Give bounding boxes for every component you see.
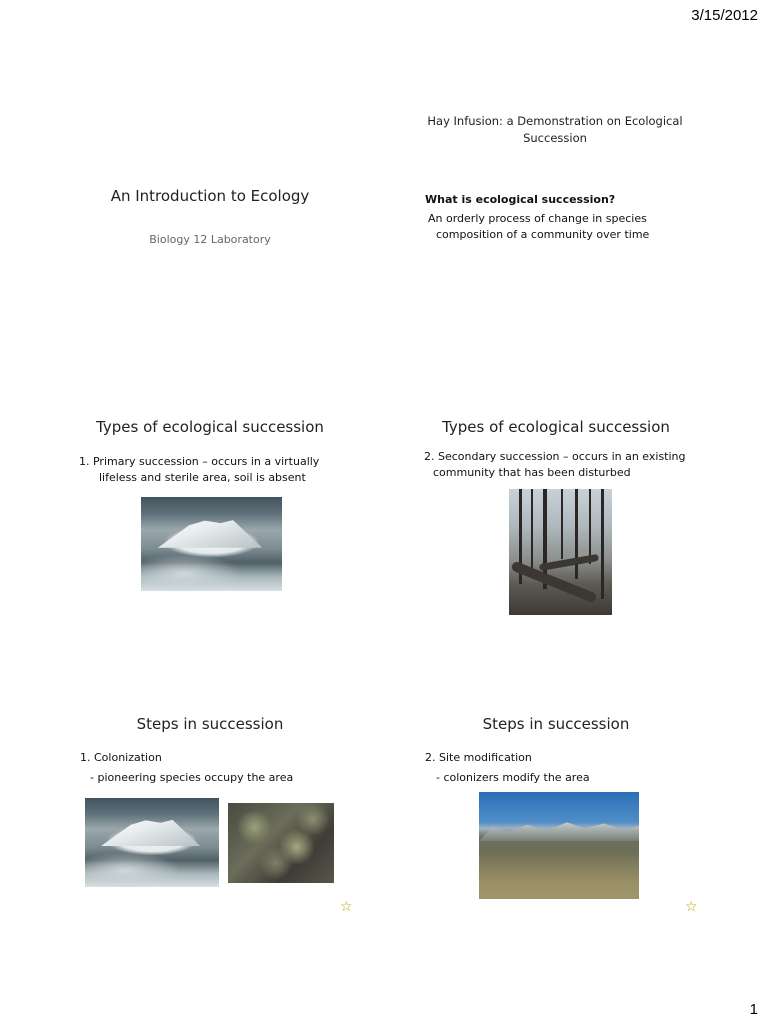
burned-forest-photo	[509, 489, 612, 615]
answer-line-1: An orderly process of change in species	[428, 212, 647, 225]
star-icon: ☆	[340, 899, 353, 915]
slide-title-line-2: Succession	[523, 131, 587, 145]
slide-text-line-2: - colonizers modify the area	[436, 771, 590, 784]
slide-text-line-1: 1. Primary succession – occurs in a virtually	[79, 455, 320, 468]
slide-text-line-2: community that has been disturbed	[433, 466, 631, 479]
star-icon: ☆	[685, 899, 698, 915]
slide-title: Types of ecological succession	[96, 418, 324, 436]
slide-text-line-1: 2. Site modification	[425, 751, 532, 764]
lichen-rock-photo	[228, 803, 334, 883]
slide-subtitle: Biology 12 Laboratory	[149, 233, 271, 246]
slide-text-line-2: lifeless and sterile area, soil is absent	[99, 471, 306, 484]
snowy-mountain-photo	[85, 798, 219, 887]
slide-title: An Introduction to Ecology	[110, 187, 310, 205]
answer-line-2: composition of a community over time	[436, 228, 650, 241]
snowy-mountain-photo	[141, 497, 282, 591]
valley-landscape-photo	[479, 792, 639, 899]
page-number: 1	[749, 1001, 758, 1018]
slide-title-line-1: Hay Infusion: a Demonstration on Ecological	[427, 114, 683, 128]
slide-title: Types of ecological succession	[442, 418, 670, 436]
slide-title: Steps in succession	[136, 715, 284, 733]
slide-title: Steps in succession	[482, 715, 630, 733]
slide-text-line-1: 2. Secondary succession – occurs in an existing	[424, 450, 686, 463]
page-date: 3/15/2012	[691, 7, 758, 24]
slide-text-line-2: - pioneering species occupy the area	[90, 771, 294, 784]
question-text: What is ecological succession?	[425, 193, 616, 206]
slide-text-line-1: 1. Colonization	[80, 751, 162, 764]
